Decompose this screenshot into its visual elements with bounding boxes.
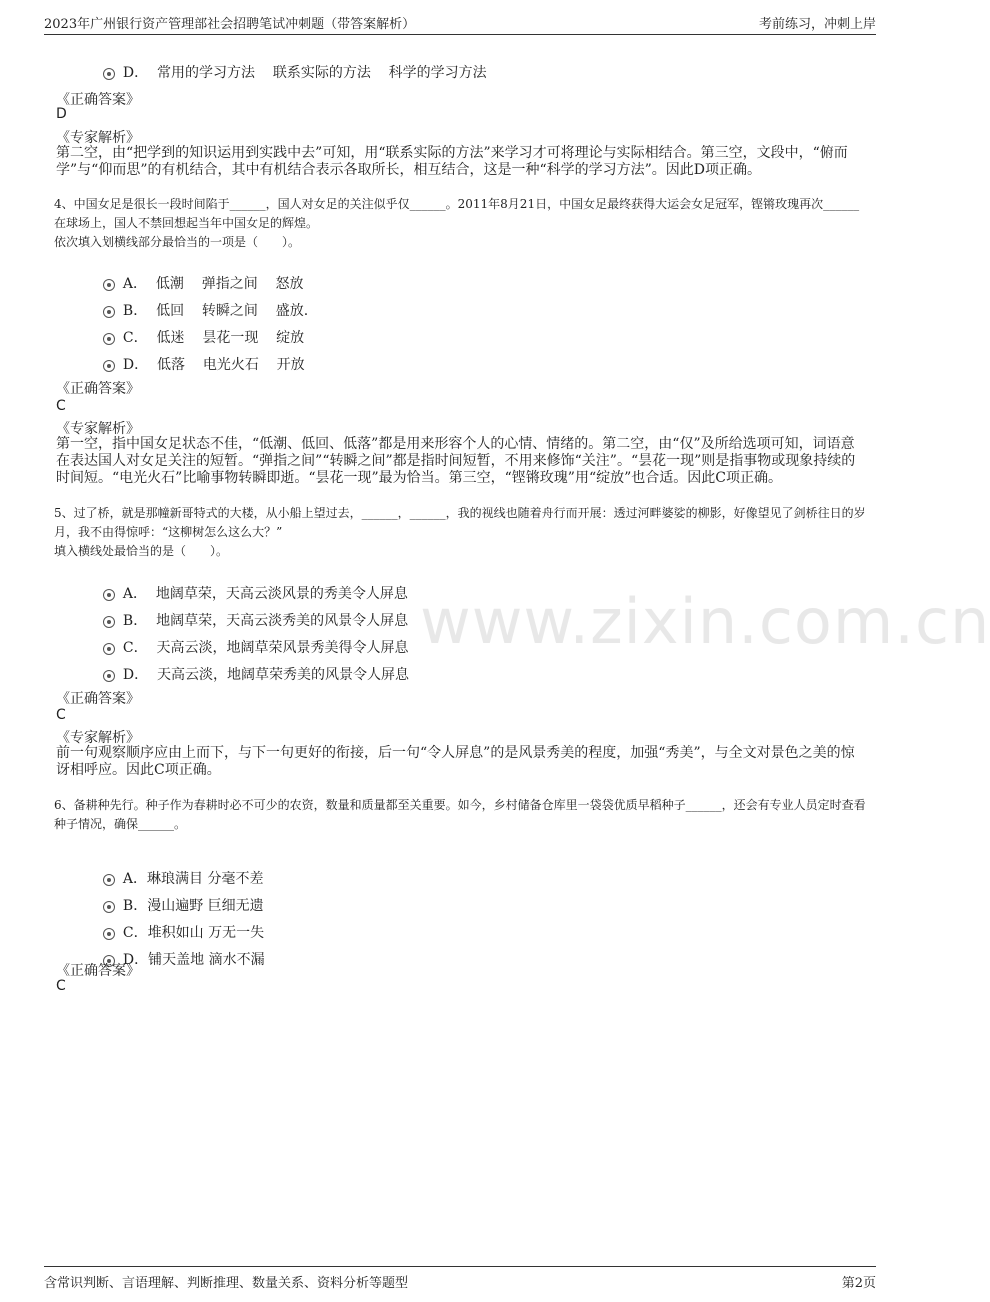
watermark: www.zixin.com.cn xyxy=(420,585,990,658)
document-title: 2023年广州银行资产管理部社会招聘笔试冲刺题（带答案解析） xyxy=(44,17,416,32)
page-footer xyxy=(44,1266,876,1293)
q4-option-b[interactable]: B． 低回 转瞬之间 盛放. xyxy=(94,284,308,320)
q4-option-d[interactable]: D． 低落 电光火石 开放 xyxy=(94,338,305,374)
radio-icon[interactable] xyxy=(103,68,115,80)
q5-option-d[interactable]: D． 天高云淡，地阔草荣秀美的风景令人屏息 xyxy=(94,648,409,684)
q4-prompt: 依次填入划横线部分最恰当的一项是（ ）。 xyxy=(54,235,301,249)
q4-option-a[interactable]: A． 低潮 弹指之间 怒放 xyxy=(94,257,304,293)
page-header xyxy=(44,10,876,35)
q6-answer: C xyxy=(56,978,66,994)
q4-option-c[interactable]: C． 低迷 昙花一现 绽放 xyxy=(94,311,304,347)
q6-option-b[interactable]: B．漫山遍野 巨细无遗 xyxy=(94,879,264,915)
radio-icon[interactable] xyxy=(103,670,115,682)
q3-option-d[interactable]: D． 常用的学习方法 联系实际的方法 科学的学习方法 xyxy=(94,46,487,82)
q4-stem: 4、中国女足是很长一段时间陷于______，国人对女足的关注似乎仅______。2011年8月21日，中国女足最终获得大运会女足冠军，铿锵玫瑰再次______在球场上，国人不禁回想起当年中国女足的辉煌。 xyxy=(54,197,860,230)
page-number: 第2页 xyxy=(841,1276,876,1291)
q6-option-a[interactable]: A．琳琅满目 分毫不差 xyxy=(94,852,263,888)
q3-analysis: 第二空，由“把学到的知识运用到实践中去”可知，用“联系实际的方法”来学习才可将理论与实际相结合。第三空，文段中，“俯而学”与“仰而思”的有机结合，其中有机结合表示各取所长，相互结合，这是一种“科学的学习方法”。因此D项正确。 xyxy=(56,145,848,178)
q5-answer-label: 《正确答案》 xyxy=(56,691,140,707)
q5-option-b[interactable]: B． 地阔草荣，天高云淡秀美的风景令人屏息 xyxy=(94,594,408,630)
q5-option-c[interactable]: C． 天高云淡，地阔草荣风景秀美得令人屏息 xyxy=(94,621,409,657)
q4-analysis-label: 《专家解析》 xyxy=(56,421,140,437)
q3-answer: D xyxy=(56,106,67,122)
q4-analysis: 第一空，指中国女足状态不佳，“低潮、低回、低落”都是用来形容个人的心情、情绪的。第二空，由“仅”及所给选项可知，词语意在表达国人对女足关注的短暂。“弹指之间”“转瞬之间”都是指时间短暂，不用来修饰“关注”。“昙花一现”则是指事物或现象持续的时间短。“电光火石”比喻事物转瞬即逝。“昙花一现”最为恰当。第三空，“铿锵玫瑰”用“绽放”也合适。因此C项正确。 xyxy=(56,436,856,486)
q5-prompt: 填入横线处最恰当的是（ ）。 xyxy=(54,544,229,558)
q5-answer: C xyxy=(56,707,66,723)
q6-answer-label: 《正确答案》 xyxy=(56,963,140,979)
q5-analysis-label: 《专家解析》 xyxy=(56,730,140,746)
q4-answer-label: 《正确答案》 xyxy=(56,381,140,397)
q6-stem: 6、备耕种先行。种子作为春耕时必不可少的农资，数量和质量都至关重要。如今，乡村储备仓库里一袋袋优质早稻种子______，还会有专业人员定时查看种子情况，确保______。 xyxy=(54,798,866,831)
radio-icon[interactable] xyxy=(103,360,115,372)
q5-option-a[interactable]: A． 地阔草荣，天高云淡风景的秀美令人屏息 xyxy=(94,567,408,603)
q4-answer: C xyxy=(56,398,66,414)
header-slogan: 考前练习，冲刺上岸 xyxy=(758,17,876,32)
q3-answer-label: 《正确答案》 xyxy=(56,92,140,108)
q3-analysis-label: 《专家解析》 xyxy=(56,130,140,146)
q6-option-c[interactable]: C．堆积如山 万无一失 xyxy=(94,906,264,942)
q5-analysis: 前一句观察顺序应由上而下，与下一句更好的衔接，后一句“令人屏息”的是风景秀美的程度，加强“秀美”，与全文对景色之美的惊讶相呼应。因此C项正确。 xyxy=(56,745,855,778)
q6-option-d[interactable]: D．铺天盖地 滴水不漏 xyxy=(94,933,265,969)
footer-topics: 含常识判断、言语理解、判断推理、数量关系、资料分析等题型 xyxy=(44,1276,409,1291)
q5-stem: 5、过了桥，就是那幢新哥特式的大楼，从小船上望过去，______，______，我的视线也随着舟行而开展：透过河畔婆娑的柳影，好像望见了剑桥往日的岁月，我不由得惊呼：“这柳树怎么这么大？” xyxy=(54,506,866,539)
